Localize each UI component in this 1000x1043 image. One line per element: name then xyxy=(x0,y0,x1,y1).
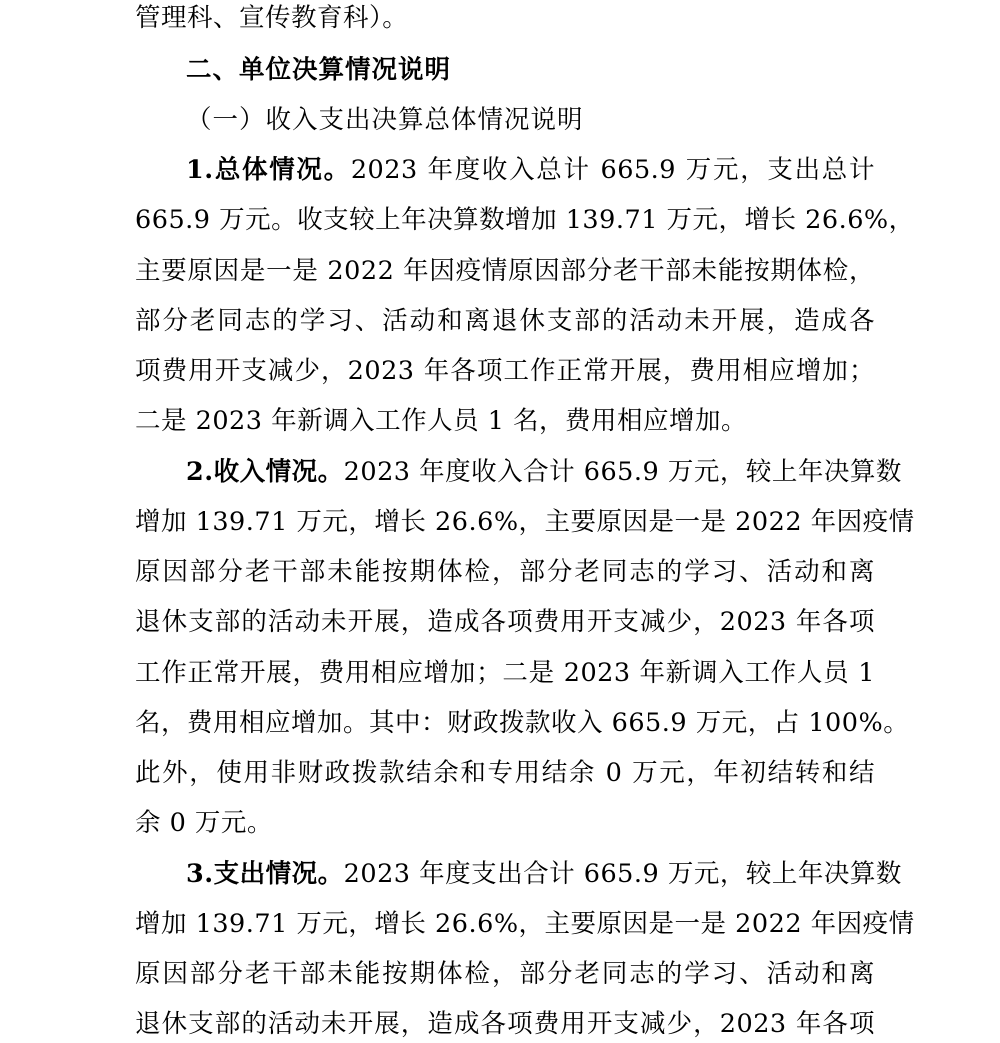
paragraph-1-line-3: 主要原因是一是 2022 年因疫情原因部分老干部未能按期体检， xyxy=(135,256,875,286)
paragraph-2-line-6: 名，费用相应增加。其中：财政拨款收入 665.9 万元，占 100%。 xyxy=(135,708,910,738)
paragraph-2-line-7: 此外，使用非财政拨款结余和专用结余 0 万元，年初结转和结 xyxy=(135,758,875,788)
paragraph-1-line-2: 665.9 万元。收支较上年决算数增加 139.71 万元，增长 26.6%， xyxy=(135,205,915,235)
paragraph-1-lead: 1.总体情况。 xyxy=(186,155,351,185)
paragraph-3-line-1 xyxy=(186,858,902,890)
paragraph-3-line-4: 退休支部的活动未开展，造成各项费用开支减少，2023 年各项 xyxy=(135,1009,875,1039)
paragraph-2-line-2: 增加 139.71 万元，增长 26.6%，主要原因是一是 2022 年因疫情 xyxy=(135,507,915,537)
paragraph-1-line-6: 二是 2023 年新调入工作人员 1 名，费用相应增加。 xyxy=(135,406,748,436)
paragraph-3-line-2: 增加 139.71 万元，增长 26.6%，主要原因是一是 2022 年因疫情 xyxy=(135,909,915,939)
paragraph-1-line-5: 项费用开支减少，2023 年各项工作正常开展，费用相应增加； xyxy=(135,356,875,386)
paragraph-3-lead: 3.支出情况。 xyxy=(186,859,344,889)
subsection-heading: （一）收入支出决算总体情况说明 xyxy=(186,105,584,135)
paragraph-3-text: 2023 年度支出合计 665.9 万元，较上年决算数 xyxy=(343,859,902,889)
paragraph-3-line-3: 原因部分老干部未能按期体检，部分老同志的学习、活动和离 xyxy=(135,959,875,989)
paragraph-2-line-8: 余 0 万元。 xyxy=(135,808,273,838)
section-heading: 二、单位决算情况说明 xyxy=(186,55,452,85)
paragraph-1-text: 2023 年度收入总计 665.9 万元，支出总计 xyxy=(350,155,875,185)
paragraph-2-text: 2023 年度收入合计 665.9 万元，较上年决算数 xyxy=(343,457,902,487)
paragraph-2-line-1 xyxy=(186,456,902,488)
paragraph-2-line-4: 退休支部的活动未开展，造成各项费用开支减少，2023 年各项 xyxy=(135,607,875,637)
paragraph-2-lead: 2.收入情况。 xyxy=(186,457,344,487)
paragraph-1-line-1 xyxy=(186,154,875,186)
paragraph-2-line-5: 工作正常开展，费用相应增加；二是 2023 年新调入工作人员 1 xyxy=(135,658,875,688)
paragraph-1-line-4: 部分老同志的学习、活动和离退休支部的活动未开展，造成各 xyxy=(135,306,875,336)
paragraph-2-line-3: 原因部分老干部未能按期体检，部分老同志的学习、活动和离 xyxy=(135,557,875,587)
text-line: 管理科、宣传教育科）。 xyxy=(135,3,409,33)
